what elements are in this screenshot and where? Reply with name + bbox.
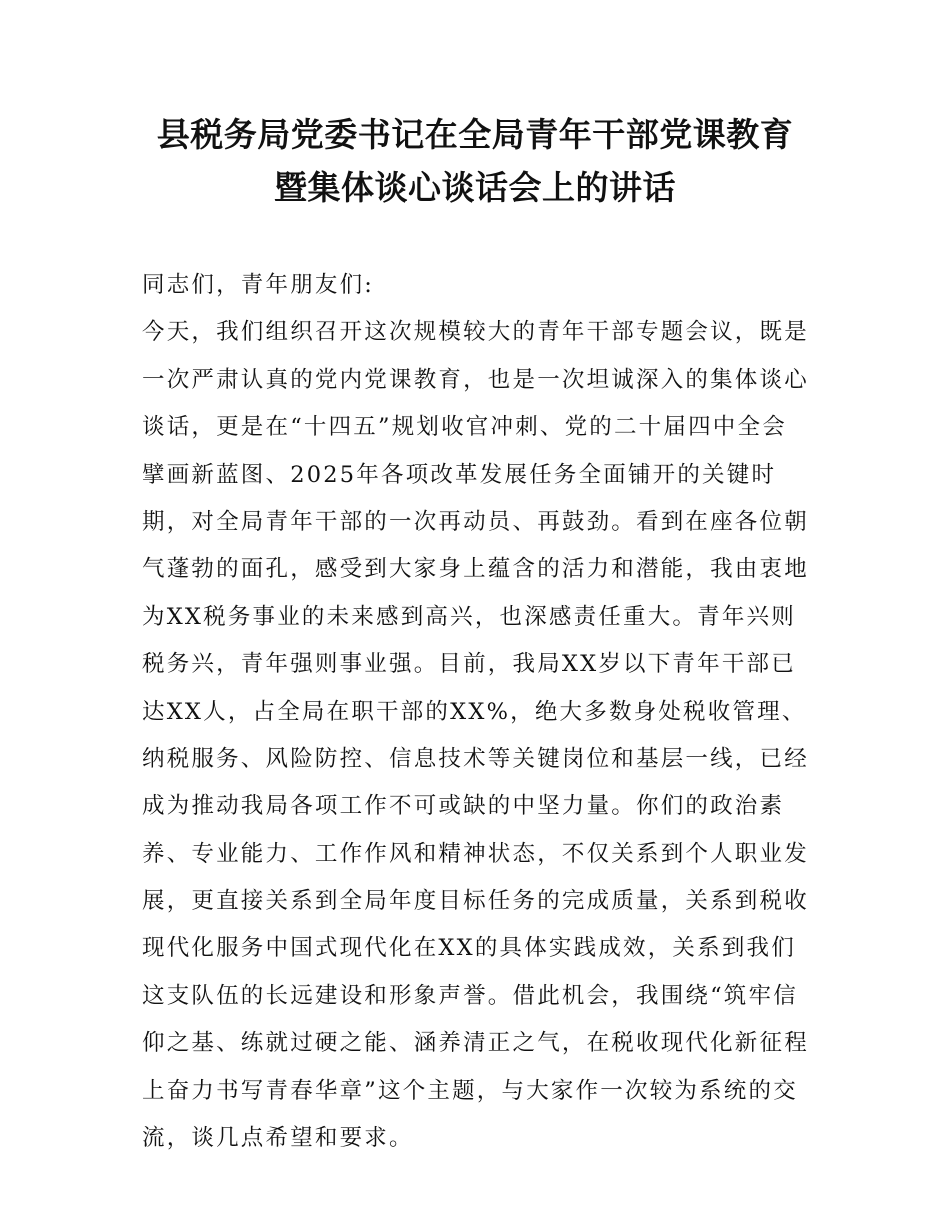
body-line-9: 达XX人，占全局在职干部的XX%，绝大多数身处税收管理、 [142,698,807,725]
body-line-1: 今天，我们组织召开这次规模较大的青年干部专题会议，既是 [142,319,809,346]
body-line-7: 为XX税务事业的未来感到高兴，也深感责任重大。青年兴则 [142,603,796,630]
body-line-14: 现代化服务中国式现代化在XX的具体实践成效，关系到我们 [142,935,796,962]
body-line-18: 流，谈几点希望和要求。 [142,1125,414,1152]
body-line-5: 期，对全局青年干部的一次再动员、再鼓劲。看到在座各位朝 [142,508,809,535]
body-line-3: 谈话，更是在“十四五”规划收官冲刺、党的二十届四中全会 [142,414,787,441]
body-line-10: 纳税服务、风险防控、信息技术等关键岗位和基层一线，已经 [142,745,809,772]
body-line-12: 养、专业能力、工作作风和精神状态，不仅关系到个人职业发 [142,840,809,867]
body-line-15: 这支队伍的长远建设和形象声誉。借此机会，我围绕“筑牢信 [142,982,798,1009]
body-line-11: 成为推动我局各项工作不可或缺的中坚力量。你们的政治素 [142,793,785,820]
body-line-16: 仰之基、练就过硬之能、涵养清正之气，在税收现代化新征程 [142,1030,809,1057]
body-line-8: 税务兴，青年强则事业强。目前，我局XX岁以下青年干部已 [142,651,796,678]
body-line-2: 一次严肃认真的党内党课教育，也是一次坦诚深入的集体谈心 [142,366,809,393]
title-line-2: 暨集体谈心谈话会上的讲话 [274,168,676,207]
document-title [100,108,850,214]
title-line-1: 县税务局党委书记在全局青年干部党课教育 [156,115,794,154]
salutation: 同志们，青年朋友们: [142,272,375,298]
body-line-6: 气蓬勃的面孔，感受到大家身上蕴含的活力和潜能，我由衷地 [142,556,809,583]
body-line-13: 展，更直接关系到全局年度目标任务的完成质量，关系到税收 [142,888,809,915]
body-line-17: 上奋力书写青春华章”这个主题，与大家作一次较为系统的交 [142,1077,798,1104]
speech-body [142,262,812,1162]
body-line-4: 擘画新蓝图、2025年各项改革发展任务全面铺开的关键时 [142,461,777,488]
